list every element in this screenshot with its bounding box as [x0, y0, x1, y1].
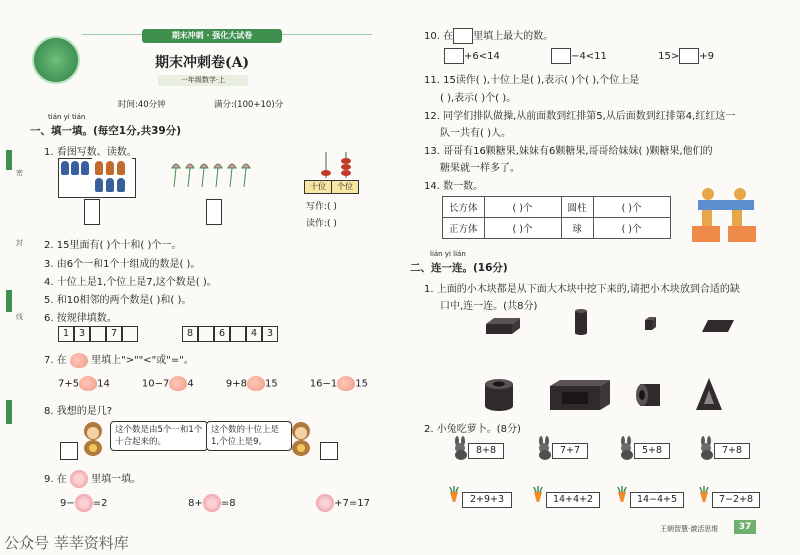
carrot-icon: [448, 486, 460, 502]
answer-box[interactable]: [679, 48, 699, 64]
small-block-cylinder-icon[interactable]: [574, 308, 588, 336]
seal-char: 密: [16, 169, 23, 177]
compare-item: 7+5 14: [58, 376, 110, 391]
carrot-expression: 7−2+8: [712, 492, 760, 508]
full-score: 满分:(100+10)分: [214, 100, 284, 110]
binding-mark: [6, 400, 12, 424]
question-9: [44, 470, 141, 488]
flower-answer-icon[interactable]: [203, 494, 221, 512]
peach-answer-icon[interactable]: [169, 376, 187, 391]
table-cell[interactable]: ( )个: [484, 218, 561, 239]
question-11: 11. 15读作( ),十位上是( ),表示( )个( ),个位上是: [424, 75, 640, 86]
page-subtitle: 一年级数学·上: [158, 75, 248, 86]
carrot-expression: 2+9+3: [462, 492, 512, 508]
carrot-card[interactable]: [698, 486, 754, 505]
carrot-card[interactable]: [532, 486, 594, 505]
figure-tulips: [168, 160, 256, 188]
seq-cell: 3: [262, 326, 278, 342]
page-title: 期末冲刺卷(A): [155, 55, 250, 71]
carrot-icon: [532, 486, 544, 502]
section-pinyin: lián yi lián: [430, 250, 466, 258]
answer-box[interactable]: [84, 199, 100, 225]
inequality: −4<11: [551, 48, 607, 64]
large-block-hole-cylinder-icon[interactable]: [484, 378, 514, 412]
small-block-prism-icon[interactable]: [484, 316, 522, 336]
seq-cell[interactable]: [230, 326, 246, 342]
q10-items: [444, 48, 714, 64]
peach-answer-icon[interactable]: [247, 376, 265, 391]
question-11-cont: ( ),表示( )个( )。: [440, 93, 517, 104]
carrot-icon: [616, 486, 628, 502]
flower-answer-icon[interactable]: [316, 494, 334, 512]
large-block-tube-icon[interactable]: [634, 380, 664, 410]
table-row: [443, 197, 671, 218]
compare-item: 9+8 15: [226, 376, 278, 391]
question-2-2: 2. 小兔吃萝卜。(8分): [424, 424, 521, 435]
seq-cell: 4: [246, 326, 262, 342]
write-as[interactable]: 写作:( ): [306, 202, 337, 212]
place-value-label: 个位: [331, 180, 359, 194]
rabbit-expression: 7+8: [714, 443, 750, 459]
carrot-icon: [698, 486, 710, 502]
question-12-cont: 队一共有( )人。: [440, 128, 511, 139]
question-14: 14. 数一数。: [424, 181, 484, 192]
sequence-a: [58, 326, 138, 342]
question-13: 13. 哥哥有16颗糖果,妹妹有6颗糖果,哥哥给妹妹( )颗糖果,他们的: [424, 146, 713, 157]
seq-cell[interactable]: [90, 326, 106, 342]
table-cell: 正方体: [443, 218, 485, 239]
binding-mark: [6, 290, 12, 312]
question-2-1: 1. 上面的小木块都是从下面大木块中挖下来的,请把小木块放到合适的缺: [424, 284, 740, 295]
header-ribbon: 期末冲刺 · 强化大试卷: [142, 29, 282, 43]
table-cell: 长方体: [443, 197, 485, 218]
question-8: 8. 我想的是几?: [44, 406, 113, 417]
rabbit-expression: 7+7: [552, 443, 588, 459]
seq-cell: 1: [58, 326, 74, 342]
large-block-triangle-icon[interactable]: [694, 376, 724, 412]
monkey-icon: [80, 420, 106, 456]
rabbit-card[interactable]: [452, 436, 497, 463]
sequence-b: [182, 326, 278, 342]
q9-label2: 里填一填。: [91, 474, 142, 485]
peach-icon: [70, 353, 88, 368]
carrot-card[interactable]: [448, 486, 505, 505]
question-10: 10. 在 里填上最大的数。: [424, 27, 553, 44]
question-13-cont: 糖果就一样多了。: [440, 163, 520, 174]
seal-char: 封: [16, 239, 23, 247]
answer-box[interactable]: [206, 199, 222, 225]
seq-cell: 7: [106, 326, 122, 342]
table-cell: 圆柱: [561, 197, 593, 218]
block-tower-icon: [688, 186, 768, 244]
carrot-expression: 14+4+2: [546, 492, 600, 508]
flower-icon: [70, 470, 88, 488]
question-1: 1. 看图写数、读数。: [44, 147, 137, 158]
seal-char: 线: [16, 313, 23, 321]
place-value-label: 十位: [304, 180, 332, 194]
table-cell[interactable]: ( )个: [484, 197, 561, 218]
speech-bubble: 这个数的十位上是1,个位上是9。: [206, 421, 292, 451]
section-title: 一、填一填。(每空1分,共39分): [30, 125, 182, 137]
monkey-icon: [288, 420, 314, 456]
inequality: +6<14: [444, 48, 500, 64]
question-3: 3. 由6个一和1个十组成的数是( )。: [44, 259, 201, 270]
peach-answer-icon[interactable]: [79, 376, 97, 391]
large-block-box-icon[interactable]: [548, 378, 612, 412]
page-number: 37: [734, 520, 756, 534]
section-pinyin: tián yi tián: [48, 113, 86, 121]
equation: 9− =2: [60, 494, 108, 512]
question-6: 6. 按规律填数。: [44, 313, 117, 324]
peach-answer-icon[interactable]: [337, 376, 355, 391]
rabbit-expression: 5+8: [634, 443, 670, 459]
shape-count-table: [442, 196, 671, 239]
answer-box[interactable]: [320, 442, 338, 460]
watermark: 公众号 莘莘资料库: [4, 534, 129, 552]
seq-cell: 3: [74, 326, 90, 342]
equation: 8+ =8: [188, 494, 236, 512]
equation: +7=17: [316, 494, 370, 512]
rabbit-expression: 8+8: [468, 443, 504, 459]
answer-box[interactable]: [444, 48, 464, 64]
abacus-icon: [312, 152, 358, 178]
compare-row: [58, 376, 368, 391]
inequality: 15> +9: [658, 48, 714, 64]
speech-bubble: 这个数是由5个一和1个十合起来的。: [110, 421, 208, 451]
table-cell: 球: [561, 218, 593, 239]
q9-label: 9. 在: [44, 474, 67, 485]
table-cell[interactable]: ( )个: [593, 218, 670, 239]
section-title: 二、连一连。(16分): [410, 262, 508, 274]
question-7: [44, 351, 194, 368]
binding-mark: [6, 150, 12, 170]
flower-answer-icon[interactable]: [75, 494, 93, 512]
small-block-cube-icon[interactable]: [643, 316, 657, 332]
answer-box[interactable]: [551, 48, 571, 64]
footer-brand: 王朝智慧·激活思维: [660, 525, 719, 533]
rabbit-card[interactable]: [698, 436, 743, 463]
question-5: 5. 和10相邻的两个数是( )和( )。: [44, 295, 192, 306]
question-12: 12. 同学们排队做操,从前面数到红排第5,从后面数到红排第4,红红这一: [424, 111, 736, 122]
question-2: 2. 15里面有( )个十和( )个一。: [44, 240, 182, 251]
carrot-card[interactable]: [616, 486, 678, 505]
rabbit-card[interactable]: [618, 436, 663, 463]
seq-cell: 8: [182, 326, 198, 342]
table-cell[interactable]: ( )个: [593, 197, 670, 218]
small-block-trapezoid-icon[interactable]: [700, 318, 736, 334]
seq-cell: 6: [214, 326, 230, 342]
question-2-1-cont: 口中,连一连。(共8分): [440, 301, 538, 312]
carrot-expression: 14−4+5: [630, 492, 684, 508]
q7-label: 7. 在: [44, 355, 67, 366]
seq-cell[interactable]: [198, 326, 214, 342]
table-row: [443, 218, 671, 239]
question-4: 4. 十位上是1,个位上是7,这个数是( )。: [44, 277, 217, 288]
answer-box[interactable]: [60, 442, 78, 460]
seq-cell[interactable]: [122, 326, 138, 342]
time-limit: 时间:40分钟: [118, 100, 166, 110]
compare-item: 10−7 4: [142, 376, 194, 391]
flower-equations: [60, 494, 370, 512]
rabbit-card[interactable]: [536, 436, 581, 463]
compare-item: 16−1 15: [310, 376, 368, 391]
figure-bears: [92, 158, 132, 196]
header-badge-icon: [32, 36, 80, 84]
read-as[interactable]: 读作:( ): [306, 219, 337, 229]
answer-box[interactable]: [453, 28, 473, 44]
q7-label2: 里填上">""<"或"="。: [91, 355, 194, 366]
